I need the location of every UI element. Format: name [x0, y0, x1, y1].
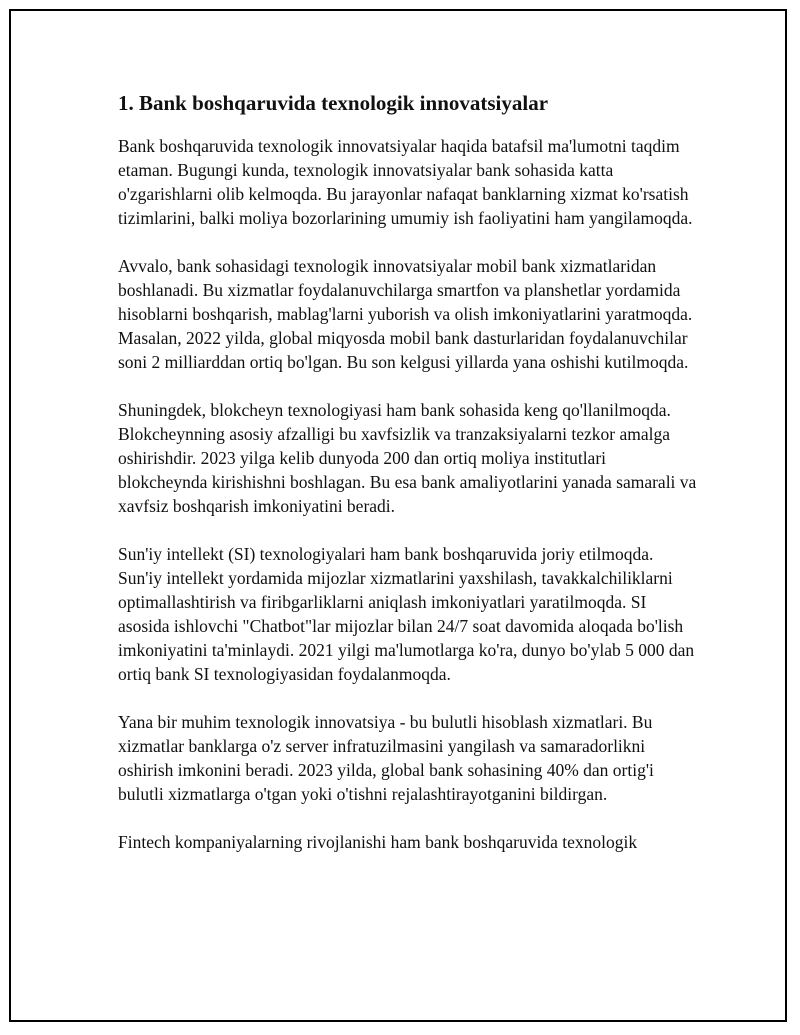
- paragraph-intro: Bank boshqaruvida texnologik innovatsiyalar haqida batafsil ma'lumotni taqdim etaman. Bugungi kunda, texnologik innovatsiyalar bank sohasida katta o'zgarishlarni olib kelmoqda. Bu jarayonlar nafaqat banklarning xizmat ko'rsatish tizimlarini, balki moliya bozorlarining umumiy ish faoliyatini ham yangilamoqda.: [118, 136, 693, 228]
- paragraph-blockchain: Shuningdek, blokcheyn texnologiyasi ham bank sohasida keng qo'llanilmoqda. Blokcheynning asosiy afzalligi bu xavfsizlik va tranzaksiyalarni tezkor amalga oshirishdir. 2023 yilga kelib dunyoda 200 dan ortiq moliya institutlari blokcheynda kirishishni boshlagan. Bu esa bank amaliyotlarini yanada samarali va xavfsiz boshqarish imkoniyatini beradi.: [118, 400, 697, 516]
- paragraph-fintech: Fintech kompaniyalarning rivojlanishi ham bank boshqaruvida texnologik: [118, 832, 638, 852]
- paragraph-cloud-computing: Yana bir muhim texnologik innovatsiya - bu bulutli hisoblash xizmatlari. Bu xizmatlar banklarga o'z server infratuzilmasini yangilash va samaradorlikni oshirish imkonini beradi. 2023 yilda, global bank sohasining 40% dan ortig'i bulutli xizmatlarga o'tgan yoki o'tishni rejalashtirayotganini bildirgan.: [118, 712, 654, 804]
- paragraph-mobile-banking: Avvalo, bank sohasidagi texnologik innovatsiyalar mobil bank xizmatlaridan boshlanadi. Bu xizmatlar foydalanuvchilarga smartfon va planshetlar yordamida hisoblarni boshqarish, mablag'larni yuborish va olish imkoniyatlarini yaratmoqda. Masalan, 2022 yilda, global miqyosda mobil bank dasturlaridan foydalanuvchilar soni 2 milliarddan ortiq bo'lgan. Bu son kelgusi yillarda yana oshishi kutilmoqda.: [118, 256, 693, 372]
- paragraph-artificial-intelligence: Sun'iy intellekt (SI) texnologiyalari ham bank boshqaruvida joriy etilmoqda. Sun'iy intellekt yordamida mijozlar xizmatlarini yaxshilash, tavakkalchiliklarni optimallashtirish va firibgarliklarni aniqlash imkoniyatlari yaratilmoqda. SI asosida ishlovchi "Chatbot"lar mijozlar bilan 24/7 soat davomida aloqada bo'lish imkoniyatini ta'minlaydi. 2021 yilgi ma'lumotlarga ko'ra, dunyo bo'ylab 5 000 dan ortiq bank SI texnologiyasidan foydalanmoqda.: [118, 544, 695, 684]
- document-body: [118, 88, 698, 878]
- section-title: 1. Bank boshqaruvida texnologik innovatsiyalar: [118, 91, 549, 115]
